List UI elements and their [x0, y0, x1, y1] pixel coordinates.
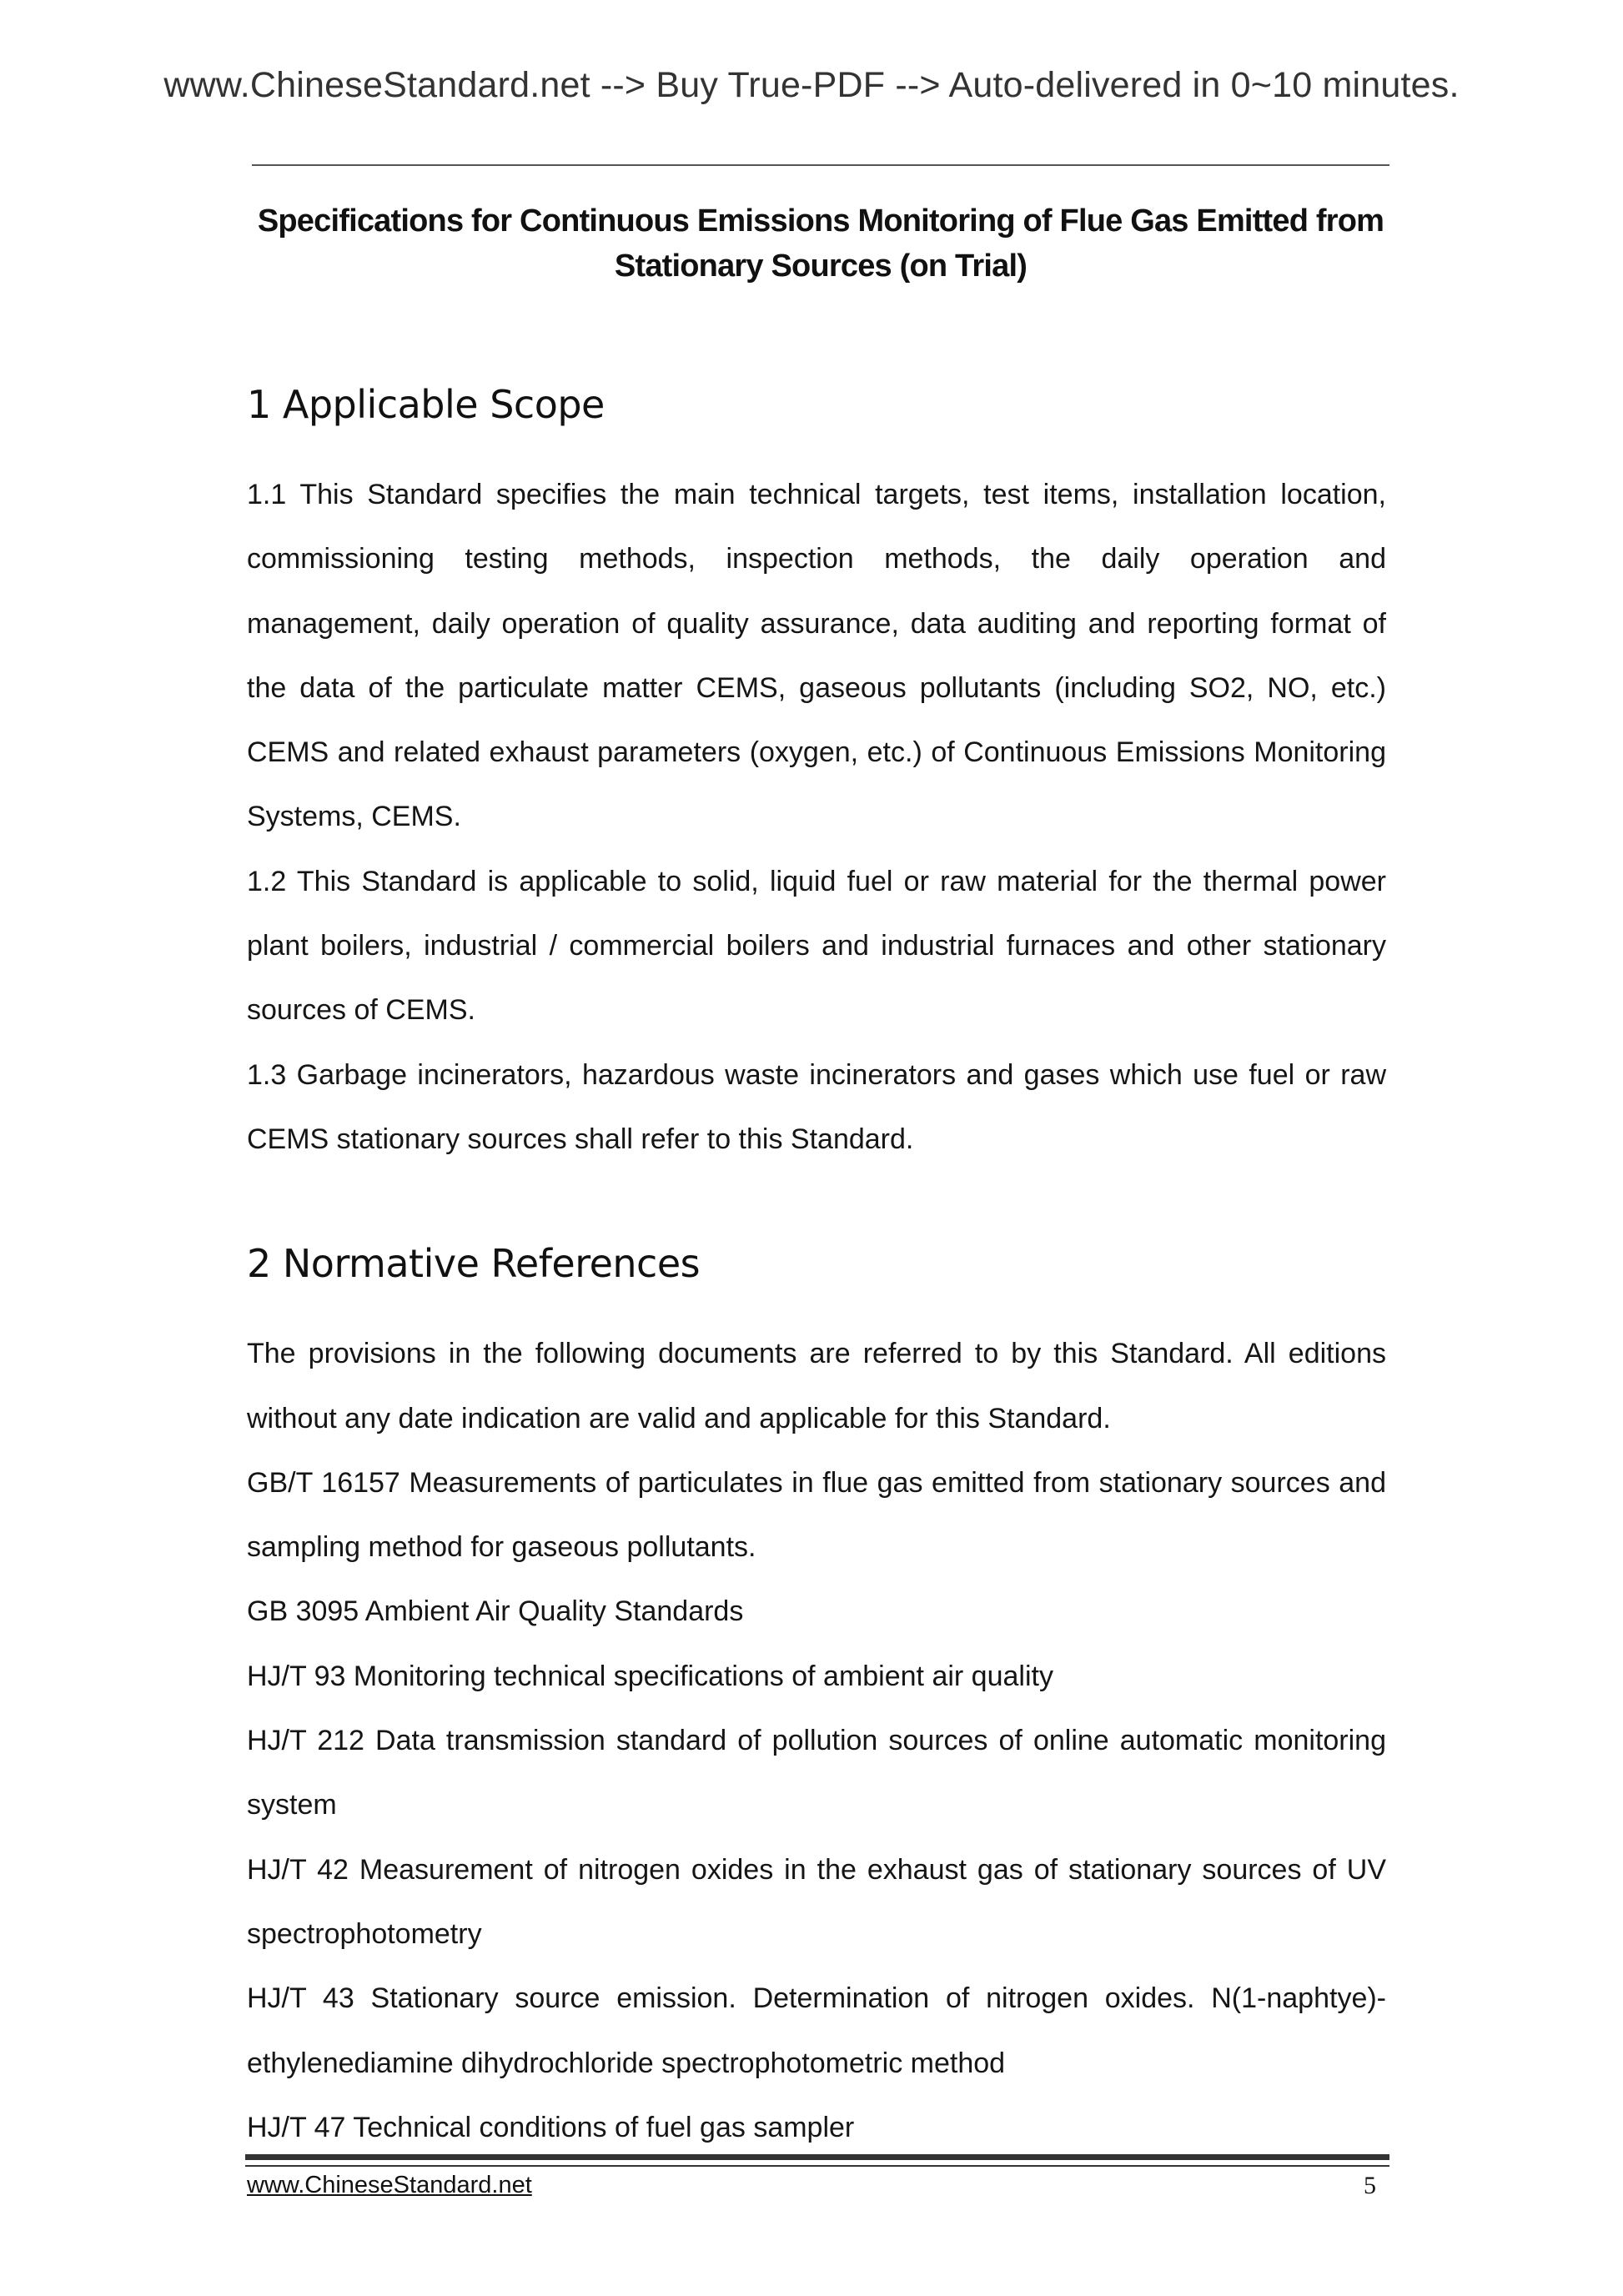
header-divider: [252, 164, 1389, 166]
paragraph-1-1: 1.1 This Standard specifies the main technical targets, test items, installation location, commissioning testing methods, inspection methods, the daily operation and management, daily operation of quality assurance, data auditing and reporting format of the data of the particulate matter CEMS, gaseous pollutants (including SO2, NO, etc.) CEMS and related exhaust parameters (oxygen, etc.) of Continuous Emissions Monitoring Systems, CEMS.: [247, 479, 1386, 833]
document-title: [252, 198, 1389, 289]
reference-hjt-42: HJ/T 42 Measurement of nitrogen oxides in the exhaust gas of stationary sources of UV spectrophotometry: [247, 1853, 1386, 1950]
reference-gbt-16157: GB/T 16157 Measurements of particulates in flue gas emitted from stationary sources and sampling method for gaseous pollutants.: [247, 1466, 1386, 1564]
reference-hjt-212: HJ/T 212 Data transmission standard of pollution sources of online automatic monitoring system: [247, 1725, 1386, 1821]
paragraph-1-3: 1.3 Garbage incinerators, hazardous waste incinerators and gases which use fuel or raw CEMS stationary sources shall refer to this Standard.: [247, 1058, 1386, 1155]
reference-hjt-93: HJ/T 93 Monitoring technical specifications of ambient air quality: [247, 1660, 1053, 1692]
paragraph-1-2: 1.2 This Standard is applicable to solid, liquid fuel or raw material for the thermal power plant boilers, industrial / commercial boilers and industrial furnaces and other stationary sources of CEMS.: [247, 865, 1386, 1027]
section-heading-applicable-scope: 1 Applicable Scope: [247, 382, 605, 427]
reference-gb-3095: GB 3095 Ambient Air Quality Standards: [247, 1595, 744, 1628]
footer-divider-thin: [245, 2165, 1389, 2167]
document-title-line-1: Specifications for Continuous Emissions Monitoring of Flue Gas Emitted from: [257, 203, 1384, 239]
references-intro: The provisions in the following documents are referred to by this Standard. All editions without any date indication are valid and applicable for this Standard.: [247, 1338, 1386, 1434]
document-title-line-2: Stationary Sources (on Trial): [614, 249, 1028, 284]
footer-website-link[interactable]: www.ChineseStandard.net: [247, 2172, 532, 2198]
section-heading-normative-references: 2 Normative References: [247, 1241, 701, 1287]
document-body: [247, 371, 1386, 2160]
footer-divider-thick: [245, 2154, 1389, 2160]
reference-hjt-47: HJ/T 47 Technical conditions of fuel gas sampler: [247, 2111, 855, 2143]
reference-hjt-43: HJ/T 43 Stationary source emission. Determination of nitrogen oxides. N(1-naphtye)-ethylenediamine dihydrochloride spectrophotometric method: [247, 1982, 1386, 2079]
top-banner: www.ChineseStandard.net --> Buy True-PDF --> Auto-delivered in 0~10 minutes.: [163, 65, 1460, 105]
page-number: 5: [1364, 2172, 1376, 2199]
